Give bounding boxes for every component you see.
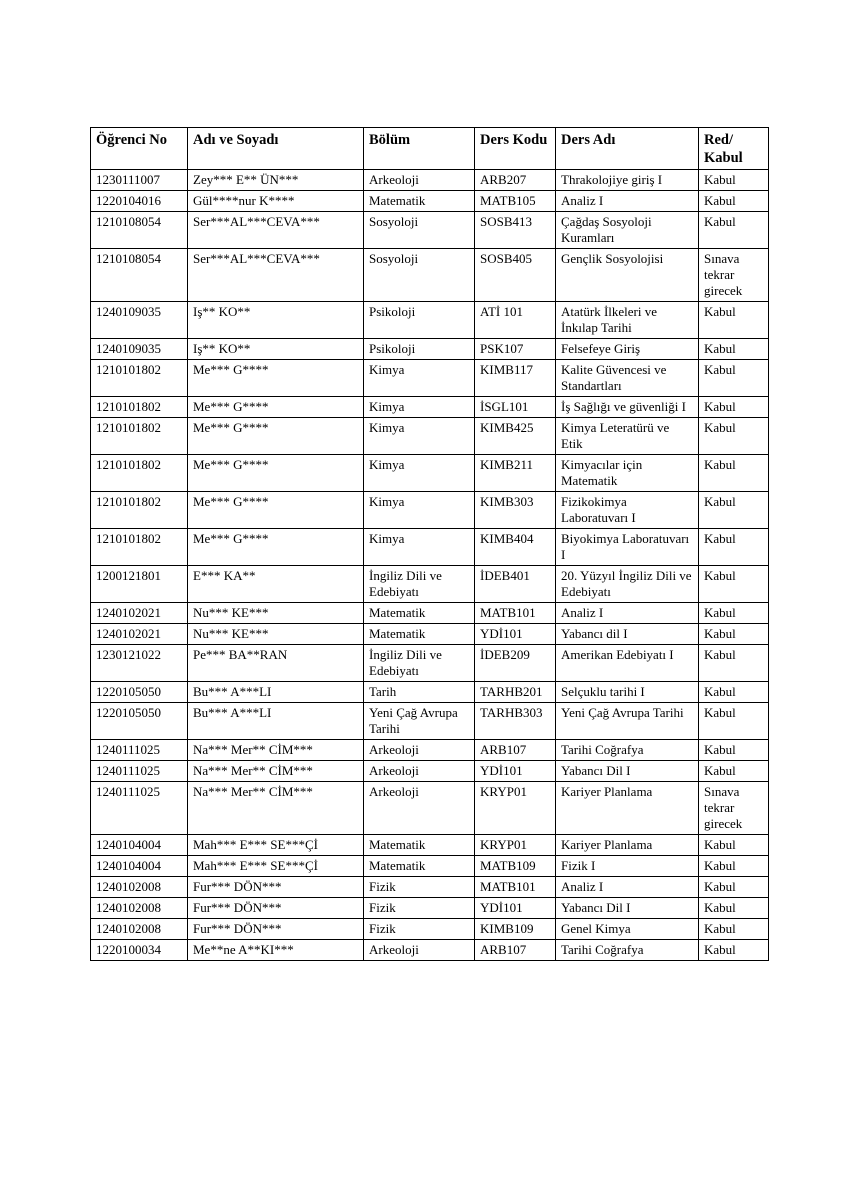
cell-course-code: KIMB211 xyxy=(475,455,556,492)
cell-name-surname: Zey*** E** ÜN*** xyxy=(188,170,364,191)
cell-course-code: KIMB117 xyxy=(475,360,556,397)
cell-name-surname: Mah*** E*** SE***Çİ xyxy=(188,856,364,877)
cell-course-name: Atatürk İlkeleri ve İnkılap Tarihi xyxy=(556,302,699,339)
cell-department: Kimya xyxy=(364,529,475,566)
cell-name-surname: Pe*** BA**RAN xyxy=(188,645,364,682)
cell-decision: Kabul xyxy=(699,339,769,360)
cell-course-code: MATB105 xyxy=(475,191,556,212)
cell-department: Sosyoloji xyxy=(364,249,475,302)
table-row xyxy=(91,740,769,761)
cell-course-code: TARHB201 xyxy=(475,682,556,703)
cell-decision: Kabul xyxy=(699,566,769,603)
cell-course-code: KIMB425 xyxy=(475,418,556,455)
cell-student-no: 1210101802 xyxy=(91,418,188,455)
cell-student-no: 1210101802 xyxy=(91,529,188,566)
cell-name-surname: Me*** G**** xyxy=(188,455,364,492)
table-row xyxy=(91,835,769,856)
table-body xyxy=(91,170,769,961)
cell-course-code: KRYP01 xyxy=(475,835,556,856)
cell-course-code: İSGL101 xyxy=(475,397,556,418)
cell-name-surname: E*** KA** xyxy=(188,566,364,603)
cell-decision: Kabul xyxy=(699,360,769,397)
cell-name-surname: Fur*** DÖN*** xyxy=(188,919,364,940)
cell-course-code: KIMB303 xyxy=(475,492,556,529)
cell-course-name: Kariyer Planlama xyxy=(556,835,699,856)
cell-name-surname: Ser***AL***CEVA*** xyxy=(188,249,364,302)
cell-department: Sosyoloji xyxy=(364,212,475,249)
cell-decision: Kabul xyxy=(699,603,769,624)
cell-name-surname: Me*** G**** xyxy=(188,418,364,455)
cell-department: Arkeoloji xyxy=(364,940,475,961)
cell-decision: Kabul xyxy=(699,455,769,492)
cell-name-surname: Me*** G**** xyxy=(188,492,364,529)
cell-decision: Kabul xyxy=(699,418,769,455)
table-row xyxy=(91,529,769,566)
table-row xyxy=(91,624,769,645)
cell-course-name: Analiz I xyxy=(556,877,699,898)
cell-student-no: 1210108054 xyxy=(91,249,188,302)
cell-student-no: 1230111007 xyxy=(91,170,188,191)
cell-department: Arkeoloji xyxy=(364,740,475,761)
cell-name-surname: Nu*** KE*** xyxy=(188,624,364,645)
cell-course-name: Kariyer Planlama xyxy=(556,782,699,835)
cell-course-code: YDİ101 xyxy=(475,624,556,645)
cell-course-code: İDEB401 xyxy=(475,566,556,603)
cell-department: İngiliz Dili ve Edebiyatı xyxy=(364,645,475,682)
cell-decision: Kabul xyxy=(699,624,769,645)
cell-student-no: 1240104004 xyxy=(91,835,188,856)
cell-student-no: 1200121801 xyxy=(91,566,188,603)
cell-course-code: ARB107 xyxy=(475,940,556,961)
cell-course-name: Kalite Güvencesi ve Standartları xyxy=(556,360,699,397)
cell-name-surname: Me*** G**** xyxy=(188,529,364,566)
cell-department: Arkeoloji xyxy=(364,761,475,782)
cell-name-surname: Me*** G**** xyxy=(188,360,364,397)
cell-name-surname: Me**ne A**KI*** xyxy=(188,940,364,961)
cell-department: Matematik xyxy=(364,191,475,212)
table-row xyxy=(91,212,769,249)
cell-department: Matematik xyxy=(364,856,475,877)
cell-course-name: Fizik I xyxy=(556,856,699,877)
cell-name-surname: Iş** KO** xyxy=(188,339,364,360)
cell-course-name: Analiz I xyxy=(556,191,699,212)
cell-course-name: Fizikokimya Laboratuvarı I xyxy=(556,492,699,529)
cell-course-code: SOSB405 xyxy=(475,249,556,302)
cell-student-no: 1220105050 xyxy=(91,703,188,740)
table-row xyxy=(91,782,769,835)
cell-decision: Kabul xyxy=(699,835,769,856)
cell-student-no: 1210108054 xyxy=(91,212,188,249)
cell-decision: Sınava tekrar girecek xyxy=(699,782,769,835)
cell-name-surname: Ser***AL***CEVA*** xyxy=(188,212,364,249)
cell-name-surname: Na*** Mer** CİM*** xyxy=(188,740,364,761)
cell-decision: Kabul xyxy=(699,682,769,703)
cell-course-name: Gençlik Sosyolojisi xyxy=(556,249,699,302)
cell-course-code: KIMB109 xyxy=(475,919,556,940)
cell-name-surname: Na*** Mer** CİM*** xyxy=(188,761,364,782)
cell-student-no: 1210101802 xyxy=(91,455,188,492)
cell-department: Arkeoloji xyxy=(364,782,475,835)
cell-course-code: KRYP01 xyxy=(475,782,556,835)
cell-course-name: Yabancı Dil I xyxy=(556,761,699,782)
cell-course-name: Kimya Leteratürü ve Etik xyxy=(556,418,699,455)
cell-course-code: YDİ101 xyxy=(475,898,556,919)
cell-department: Yeni Çağ Avrupa Tarihi xyxy=(364,703,475,740)
cell-name-surname: Nu*** KE*** xyxy=(188,603,364,624)
table-row xyxy=(91,170,769,191)
cell-department: Kimya xyxy=(364,360,475,397)
cell-course-code: KIMB404 xyxy=(475,529,556,566)
cell-name-surname: Me*** G**** xyxy=(188,397,364,418)
header-name-surname: Adı ve Soyadı xyxy=(188,128,364,170)
cell-decision: Kabul xyxy=(699,703,769,740)
cell-name-surname: Bu*** A***LI xyxy=(188,682,364,703)
table-row xyxy=(91,940,769,961)
cell-student-no: 1240104004 xyxy=(91,856,188,877)
table-row xyxy=(91,603,769,624)
table-row xyxy=(91,339,769,360)
cell-student-no: 1240102021 xyxy=(91,624,188,645)
cell-department: Kimya xyxy=(364,397,475,418)
table-row xyxy=(91,682,769,703)
cell-course-code: İDEB209 xyxy=(475,645,556,682)
table-row xyxy=(91,761,769,782)
cell-department: Matematik xyxy=(364,624,475,645)
cell-course-name: Thrakolojiye giriş I xyxy=(556,170,699,191)
cell-decision: Kabul xyxy=(699,397,769,418)
table-header-row xyxy=(91,128,769,170)
table-row xyxy=(91,877,769,898)
cell-name-surname: Fur*** DÖN*** xyxy=(188,898,364,919)
cell-student-no: 1240109035 xyxy=(91,302,188,339)
cell-course-name: Yeni Çağ Avrupa Tarihi xyxy=(556,703,699,740)
cell-course-code: MATB109 xyxy=(475,856,556,877)
cell-name-surname: Mah*** E*** SE***Çİ xyxy=(188,835,364,856)
cell-course-name: İş Sağlığı ve güvenliği I xyxy=(556,397,699,418)
cell-student-no: 1220104016 xyxy=(91,191,188,212)
cell-decision: Kabul xyxy=(699,492,769,529)
header-student-no: Öğrenci No xyxy=(91,128,188,170)
cell-student-no: 1210101802 xyxy=(91,397,188,418)
cell-decision: Kabul xyxy=(699,212,769,249)
cell-course-code: ARB107 xyxy=(475,740,556,761)
cell-course-code: MATB101 xyxy=(475,603,556,624)
cell-student-no: 1230121022 xyxy=(91,645,188,682)
table-row xyxy=(91,302,769,339)
cell-department: Kimya xyxy=(364,455,475,492)
cell-decision: Kabul xyxy=(699,740,769,761)
cell-course-name: 20. Yüzyıl İngiliz Dili ve Edebiyatı xyxy=(556,566,699,603)
cell-name-surname: Fur*** DÖN*** xyxy=(188,877,364,898)
cell-course-code: MATB101 xyxy=(475,877,556,898)
table-row xyxy=(91,249,769,302)
cell-decision: Kabul xyxy=(699,191,769,212)
cell-decision: Kabul xyxy=(699,761,769,782)
table-row xyxy=(91,418,769,455)
cell-course-name: Kimyacılar için Matematik xyxy=(556,455,699,492)
table-row xyxy=(91,566,769,603)
cell-decision: Kabul xyxy=(699,856,769,877)
cell-department: Tarih xyxy=(364,682,475,703)
table-row xyxy=(91,645,769,682)
header-course-name: Ders Adı xyxy=(556,128,699,170)
cell-course-name: Amerikan Edebiyatı I xyxy=(556,645,699,682)
cell-department: Matematik xyxy=(364,835,475,856)
cell-course-name: Yabancı dil I xyxy=(556,624,699,645)
cell-course-code: TARHB303 xyxy=(475,703,556,740)
cell-department: Psikoloji xyxy=(364,339,475,360)
cell-course-name: Tarihi Coğrafya xyxy=(556,940,699,961)
cell-student-no: 1240102008 xyxy=(91,877,188,898)
cell-decision: Kabul xyxy=(699,645,769,682)
cell-course-name: Genel Kimya xyxy=(556,919,699,940)
table-row xyxy=(91,703,769,740)
table-row xyxy=(91,360,769,397)
cell-student-no: 1240102008 xyxy=(91,919,188,940)
cell-student-no: 1240109035 xyxy=(91,339,188,360)
cell-course-name: Felsefeye Giriş xyxy=(556,339,699,360)
cell-decision: Sınava tekrar girecek xyxy=(699,249,769,302)
cell-student-no: 1210101802 xyxy=(91,492,188,529)
cell-name-surname: Na*** Mer** CİM*** xyxy=(188,782,364,835)
table-row xyxy=(91,397,769,418)
cell-student-no: 1220100034 xyxy=(91,940,188,961)
student-course-table xyxy=(90,127,769,961)
cell-course-name: Çağdaş Sosyoloji Kuramları xyxy=(556,212,699,249)
header-decision: Red/ Kabul xyxy=(699,128,769,170)
table-row xyxy=(91,191,769,212)
cell-name-surname: Gül****nur K**** xyxy=(188,191,364,212)
cell-decision: Kabul xyxy=(699,529,769,566)
cell-decision: Kabul xyxy=(699,898,769,919)
cell-student-no: 1240102021 xyxy=(91,603,188,624)
cell-department: Kimya xyxy=(364,418,475,455)
cell-department: Fizik xyxy=(364,919,475,940)
cell-department: Fizik xyxy=(364,877,475,898)
cell-student-no: 1210101802 xyxy=(91,360,188,397)
cell-department: İngiliz Dili ve Edebiyatı xyxy=(364,566,475,603)
cell-course-code: ATİ 101 xyxy=(475,302,556,339)
header-course-code: Ders Kodu xyxy=(475,128,556,170)
cell-department: Matematik xyxy=(364,603,475,624)
cell-name-surname: Iş** KO** xyxy=(188,302,364,339)
cell-course-name: Tarihi Coğrafya xyxy=(556,740,699,761)
table-row xyxy=(91,898,769,919)
cell-department: Kimya xyxy=(364,492,475,529)
table-row xyxy=(91,919,769,940)
cell-course-name: Yabancı Dil I xyxy=(556,898,699,919)
cell-department: Fizik xyxy=(364,898,475,919)
cell-student-no: 1240111025 xyxy=(91,782,188,835)
table-row xyxy=(91,856,769,877)
cell-course-code: ARB207 xyxy=(475,170,556,191)
cell-decision: Kabul xyxy=(699,919,769,940)
cell-student-no: 1240102008 xyxy=(91,898,188,919)
cell-course-name: Selçuklu tarihi I xyxy=(556,682,699,703)
cell-student-no: 1240111025 xyxy=(91,761,188,782)
cell-decision: Kabul xyxy=(699,302,769,339)
header-department: Bölüm xyxy=(364,128,475,170)
cell-course-code: YDİ101 xyxy=(475,761,556,782)
cell-department: Psikoloji xyxy=(364,302,475,339)
cell-decision: Kabul xyxy=(699,940,769,961)
cell-course-code: PSK107 xyxy=(475,339,556,360)
cell-student-no: 1220105050 xyxy=(91,682,188,703)
cell-student-no: 1240111025 xyxy=(91,740,188,761)
cell-course-code: SOSB413 xyxy=(475,212,556,249)
table-row xyxy=(91,492,769,529)
cell-department: Arkeoloji xyxy=(364,170,475,191)
table-row xyxy=(91,455,769,492)
cell-course-name: Biyokimya Laboratuvarı I xyxy=(556,529,699,566)
cell-name-surname: Bu*** A***LI xyxy=(188,703,364,740)
cell-decision: Kabul xyxy=(699,170,769,191)
cell-course-name: Analiz I xyxy=(556,603,699,624)
cell-decision: Kabul xyxy=(699,877,769,898)
